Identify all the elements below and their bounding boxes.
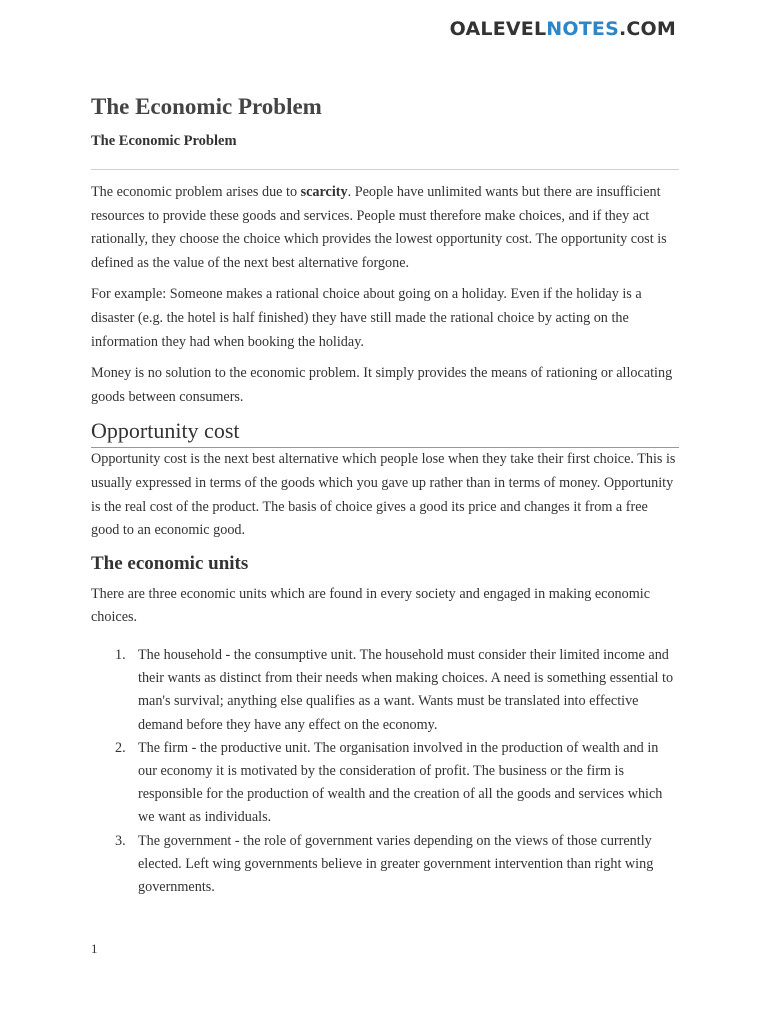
intro-paragraph-2: For example: Someone makes a rational choice about going on a holiday. Even if the holiday is a disaster (e.g. the hotel is half finished) they have still made the rational choice by acting on the information they had when booking the holiday. (91, 286, 642, 350)
scarcity-term: scarcity (300, 184, 348, 200)
intro-text-rest: . People have unlimited wants but there are insufficient resources to provide these goods and services. People must therefore make choices, and if they act rationally, they choose the choice which provides the lowest opportunity cost. The opportunity cost is defined as the value of the next best alternative forgone. (91, 184, 667, 271)
intro-text-lead: The economic problem arises due to (91, 184, 301, 200)
title-divider (91, 169, 679, 170)
page-number: 1 (91, 941, 98, 956)
list-item-number: 2. (115, 739, 126, 756)
economic-units-list (115, 644, 679, 899)
list-item (115, 737, 679, 830)
list-item-text: The firm - the productive unit. The organisation involved in the production of wealth and in our economy it is motivated by the consideration of profit. The business or the firm is responsible for the production of wealth and the creation of all the goods and services which we want as individuals. (138, 739, 663, 826)
list-item-number: 3. (115, 832, 126, 849)
list-item (115, 830, 679, 900)
page-title: The Economic Problem (91, 94, 322, 119)
logo-text-oalevel: OALEVEL (449, 18, 547, 40)
logo-text-com: .COM (618, 18, 676, 40)
opportunity-cost-heading: Opportunity cost (91, 417, 679, 448)
opportunity-cost-paragraph: Opportunity cost is the next best alternative which people lose when they take their first choice. This is usually expressed in terms of the goods which you gave up rather than in terms of money. Opportunity is the real cost of the product. The basis of choice gives a good its price and changes it from a free good to an economic good. (91, 451, 676, 539)
intro-paragraph-3: Money is no solution to the economic problem. It simply provides the means of rationing or allocating goods between consumers. (91, 365, 673, 405)
list-item-number: 1. (115, 646, 126, 663)
economic-units-heading: The economic units (91, 552, 249, 574)
page-subtitle: The Economic Problem (91, 133, 237, 149)
site-logo[interactable] (450, 18, 676, 40)
economic-units-intro: There are three economic units which are found in every society and engaged in making economic choices. (91, 585, 651, 626)
intro-paragraph-1 (91, 181, 679, 275)
list-item (115, 644, 679, 737)
list-item-text: The government - the role of government varies depending on the views of those currently elected. Left wing governments believe in greater government intervention than right wing governments. (138, 832, 654, 895)
list-item-text: The household - the consumptive unit. The household must consider their limited income and their wants as distinct from their needs when making choices. A need is something essential to man's survival; anything else qualifies as a want. Wants must be translated into effective demand before they have any effect on the economy. (138, 646, 674, 733)
document-body (91, 92, 679, 899)
logo-text-notes: NOTES (546, 18, 619, 40)
